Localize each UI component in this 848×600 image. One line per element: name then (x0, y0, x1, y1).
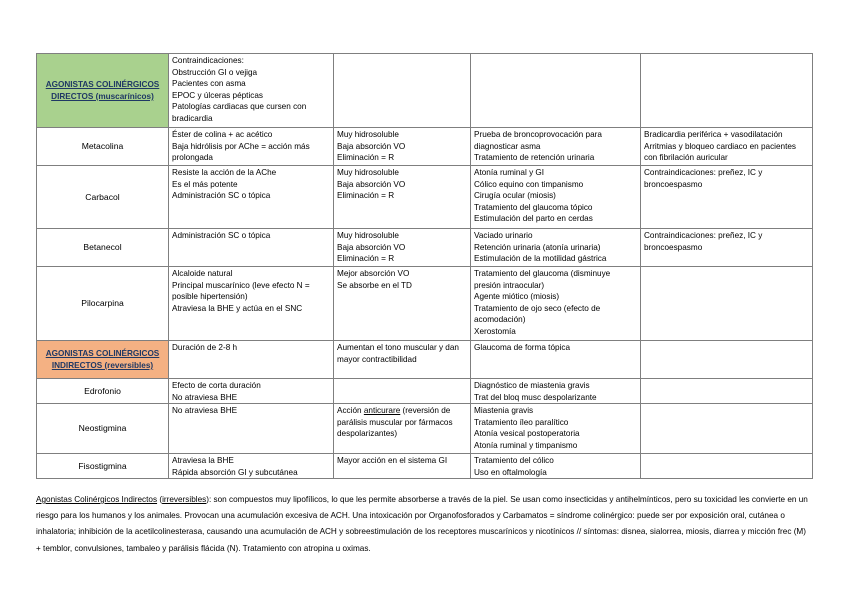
pharmacokinetics-cell (334, 128, 471, 166)
description-cell (169, 54, 334, 128)
notes-cell-line: Bradicardia periférica + vasodilatación (644, 130, 783, 139)
drug-name-cell: Pilocarpina (37, 267, 169, 341)
uses-cell-line: Tratamiento del cólico (474, 456, 554, 466)
description-cell-line: Resiste la acción de la AChe (172, 168, 277, 177)
description-cell-line: Administración SC o tópica (172, 191, 271, 201)
uses-cell-line: Atonía vesical postoperatoria (474, 429, 580, 439)
uses-cell (471, 379, 641, 404)
pharmacokinetics-cell-line: Eliminación = R (337, 254, 395, 264)
description-cell-line: Principal muscarínico (leve efecto N = posible hipertensión) (172, 280, 312, 302)
description-cell-line: Baja hidrólisis por AChe = acción más prolongada (172, 141, 312, 163)
drug-name-cell: Betanecol (37, 229, 169, 267)
drug-name-cell: Carbacol (37, 166, 169, 229)
uses-cell-line: Prueba de broncoprovocación para diagnosticar asma (474, 130, 605, 151)
notes-cell-line: Contraindicaciones: preñez, IC y broncoespasmo (644, 168, 765, 189)
uses-cell (471, 166, 641, 229)
uses-cell (471, 267, 641, 341)
uses-cell-line: Estimulación del parto en cerdas (474, 214, 593, 224)
direct-header-row (37, 54, 813, 128)
pharmacokinetics-cell (334, 267, 471, 341)
drug-name-cell: Fisostigmina (37, 454, 169, 479)
description-cell-line: Pacientes con asma (172, 79, 246, 89)
description-cell (169, 229, 334, 267)
description-cell-line: Patologías cardiacas que cursen con bradicardia (172, 102, 309, 123)
pharmacokinetics-cell-line: Se absorbe en el TD (337, 280, 412, 290)
description-cell (169, 128, 334, 166)
description-cell-line: Éster de colina + ac acético (172, 130, 273, 139)
notes-cell (641, 128, 813, 166)
indirect-header-row (37, 341, 813, 379)
description-cell (169, 166, 334, 229)
pharmacokinetics-cell (334, 341, 471, 379)
description-cell (169, 341, 334, 379)
table-row (37, 128, 813, 166)
notes-cell-line: Arritmias y bloqueo cardiaco en pacientes con fibrilación auricular (644, 141, 799, 163)
description-cell-line: No atraviesa BHE (172, 406, 238, 416)
description-cell (169, 454, 334, 479)
uses-cell-line: Tratamiento del glaucoma tópico (474, 202, 593, 212)
pharmacokinetics-cell-line: Baja absorción VO (337, 141, 406, 151)
uses-cell-line: Diagnóstico de miastenia gravis (474, 381, 590, 390)
uses-cell-line: Retención urinaria (atonía urinaria) (474, 242, 601, 252)
pharmacokinetics-cell (334, 454, 471, 479)
pharmacokinetics-cell (334, 54, 471, 128)
uses-cell-line: Cirugía ocular (miosis) (474, 191, 556, 201)
uses-cell-line: Agente miótico (miosis) (474, 292, 560, 302)
notes-cell-line: Contraindicaciones: preñez, IC y broncoespasmo (644, 231, 765, 252)
uses-cell-line: Uso en oftalmología (474, 467, 547, 477)
pharmacokinetics-cell-line: Muy hidrosoluble (337, 130, 399, 139)
uses-cell-line: Vaciado urinario (474, 231, 533, 240)
direct-header-title: AGONISTAS COLINÉRGICOS DIRECTOS (muscarínicos) (45, 80, 160, 101)
table-row (37, 454, 813, 479)
description-cell (169, 404, 334, 454)
description-cell-line: EPOC y úlceras pépticas (172, 90, 264, 100)
indirect-header-cell (37, 341, 169, 379)
pharmacokinetics-cell (334, 229, 471, 267)
uses-cell-line: Glaucoma de forma tópica (474, 343, 571, 352)
notes-cell (641, 404, 813, 454)
footnote-lead: Agonistas Colinérgicos Indirectos (36, 495, 158, 504)
notes-cell (641, 229, 813, 267)
indirect-header-title: AGONISTAS COLINÉRGICOS INDIRECTOS (reversibles) (45, 349, 160, 370)
pharmacokinetics-cell-line: Eliminación = R (337, 153, 395, 163)
drug-name-cell: Metacolina (37, 128, 169, 166)
table-row (37, 229, 813, 267)
description-cell-line: Efecto de corta duración (172, 381, 261, 390)
pharmacokinetics-cell (334, 379, 471, 404)
uses-cell-line: Xerostomía (474, 326, 516, 336)
uses-cell-line: Estimulación de la motilidad gástrica (474, 254, 607, 264)
pharmacokinetics-cell-line: Baja absorción VO (337, 242, 406, 252)
description-cell-line: Duración de 2-8 h (172, 343, 238, 352)
drug-table (36, 53, 813, 479)
uses-cell (471, 404, 641, 454)
uses-cell-line: Atonía ruminal y timpanismo (474, 440, 578, 450)
pharmacokinetics-cell (334, 166, 471, 229)
anticurare-term: anticurare (363, 406, 401, 416)
drug-name-cell: Edrofonio (37, 379, 169, 404)
pharmacokinetics-cell-line: Mayor acción en el sistema GI (337, 456, 448, 466)
pharmacokinetics-cell-line: Baja absorción VO (337, 179, 406, 189)
description-cell-line: Es el más potente (172, 179, 238, 189)
description-cell-line: No atraviesa BHE (172, 392, 238, 402)
pharmacokinetics-cell (334, 404, 471, 454)
uses-cell (471, 454, 641, 479)
uses-cell-line: Miastenia gravis (474, 406, 534, 416)
pharmacokinetics-text: (reversión de parálisis muscular por fármacos despolarizantes) (337, 406, 453, 439)
table-row (37, 166, 813, 229)
footnote-paren-open: ( (157, 495, 163, 504)
footnote-paren-close: ): (206, 495, 214, 504)
notes-cell (641, 341, 813, 379)
uses-cell (471, 229, 641, 267)
table-row (37, 404, 813, 454)
description-cell-line: Atraviesa la BHE (172, 456, 234, 466)
uses-cell (471, 341, 641, 379)
description-cell-line: Administración SC o tópica (172, 231, 271, 240)
description-cell-line: Contraindicaciones: (172, 56, 244, 65)
pharmacokinetics-cell-line: Eliminación = R (337, 191, 395, 201)
drug-name-cell: Neostigmina (37, 404, 169, 454)
description-cell-line: Alcaloide natural (172, 269, 233, 278)
notes-cell (641, 267, 813, 341)
uses-cell-line: Tratamiento de ojo seco (efecto de acomodación) (474, 303, 603, 325)
direct-header-cell (37, 54, 169, 128)
notes-cell (641, 454, 813, 479)
table-row (37, 379, 813, 404)
pharmacokinetics-cell-line: Mejor absorción VO (337, 269, 410, 278)
uses-cell (471, 128, 641, 166)
footnote-body: son compuestos muy lipofílicos, lo que les permite absorberse a través de la piel. Se usan como insecticidas y antihelmínticos, pero su toxicidad les convierte en un riesgo para los humanos y los animales. Provocan una acumulación excesiva de ACH. Una intoxicación por Organofosforados y Carbamatos = síndrome colinérgico: puede ser por exposición oral, cutánea o inhalatoria; inhibición de la acetilcolinesterasa, causando una acumulación de ACH y sobreestimulación de los receptores muscarínicos y nicotínicos // síntomas: disnea, sialorrea, miosis, diarrea y micción frec (M) + temblor, convulsiones, tambaleo y parálisis flácida (N). Tratamiento con atropina u oximas. (36, 495, 808, 553)
uses-cell-line: Tratamiento del glaucoma (disminuye presión intraocular) (474, 269, 613, 290)
notes-cell (641, 54, 813, 128)
description-cell-line: Obstrucción GI o vejiga (172, 67, 258, 77)
uses-cell-line: Cólico equino con timpanismo (474, 179, 584, 189)
notes-cell (641, 166, 813, 229)
description-cell (169, 267, 334, 341)
description-cell-line: Atraviesa la BHE y actúa en el SNC (172, 303, 303, 313)
notes-cell (641, 379, 813, 404)
pharmacokinetics-cell-line: Muy hidrosoluble (337, 231, 399, 240)
footnote-paragraph (36, 492, 812, 557)
description-cell-line: Rápida absorción GI y subcutánea (172, 467, 298, 477)
footnote-lead-2: irreversibles (162, 495, 207, 504)
pharmacokinetics-cell-line: Muy hidrosoluble (337, 168, 399, 177)
pharmacokinetics-cell-line: Aumentan el tono muscular y dan mayor contractibilidad (337, 343, 462, 364)
uses-cell (471, 54, 641, 128)
description-cell (169, 379, 334, 404)
uses-cell-line: Tratamiento íleo paralítico (474, 417, 569, 427)
pharmacokinetics-text: Acción (337, 406, 364, 416)
uses-cell-line: Trat del bloq musc despolarizante (474, 392, 597, 402)
table-row (37, 267, 813, 341)
uses-cell-line: Tratamiento de retención urinaria (474, 153, 595, 163)
uses-cell-line: Atonía ruminal y GI (474, 168, 545, 177)
